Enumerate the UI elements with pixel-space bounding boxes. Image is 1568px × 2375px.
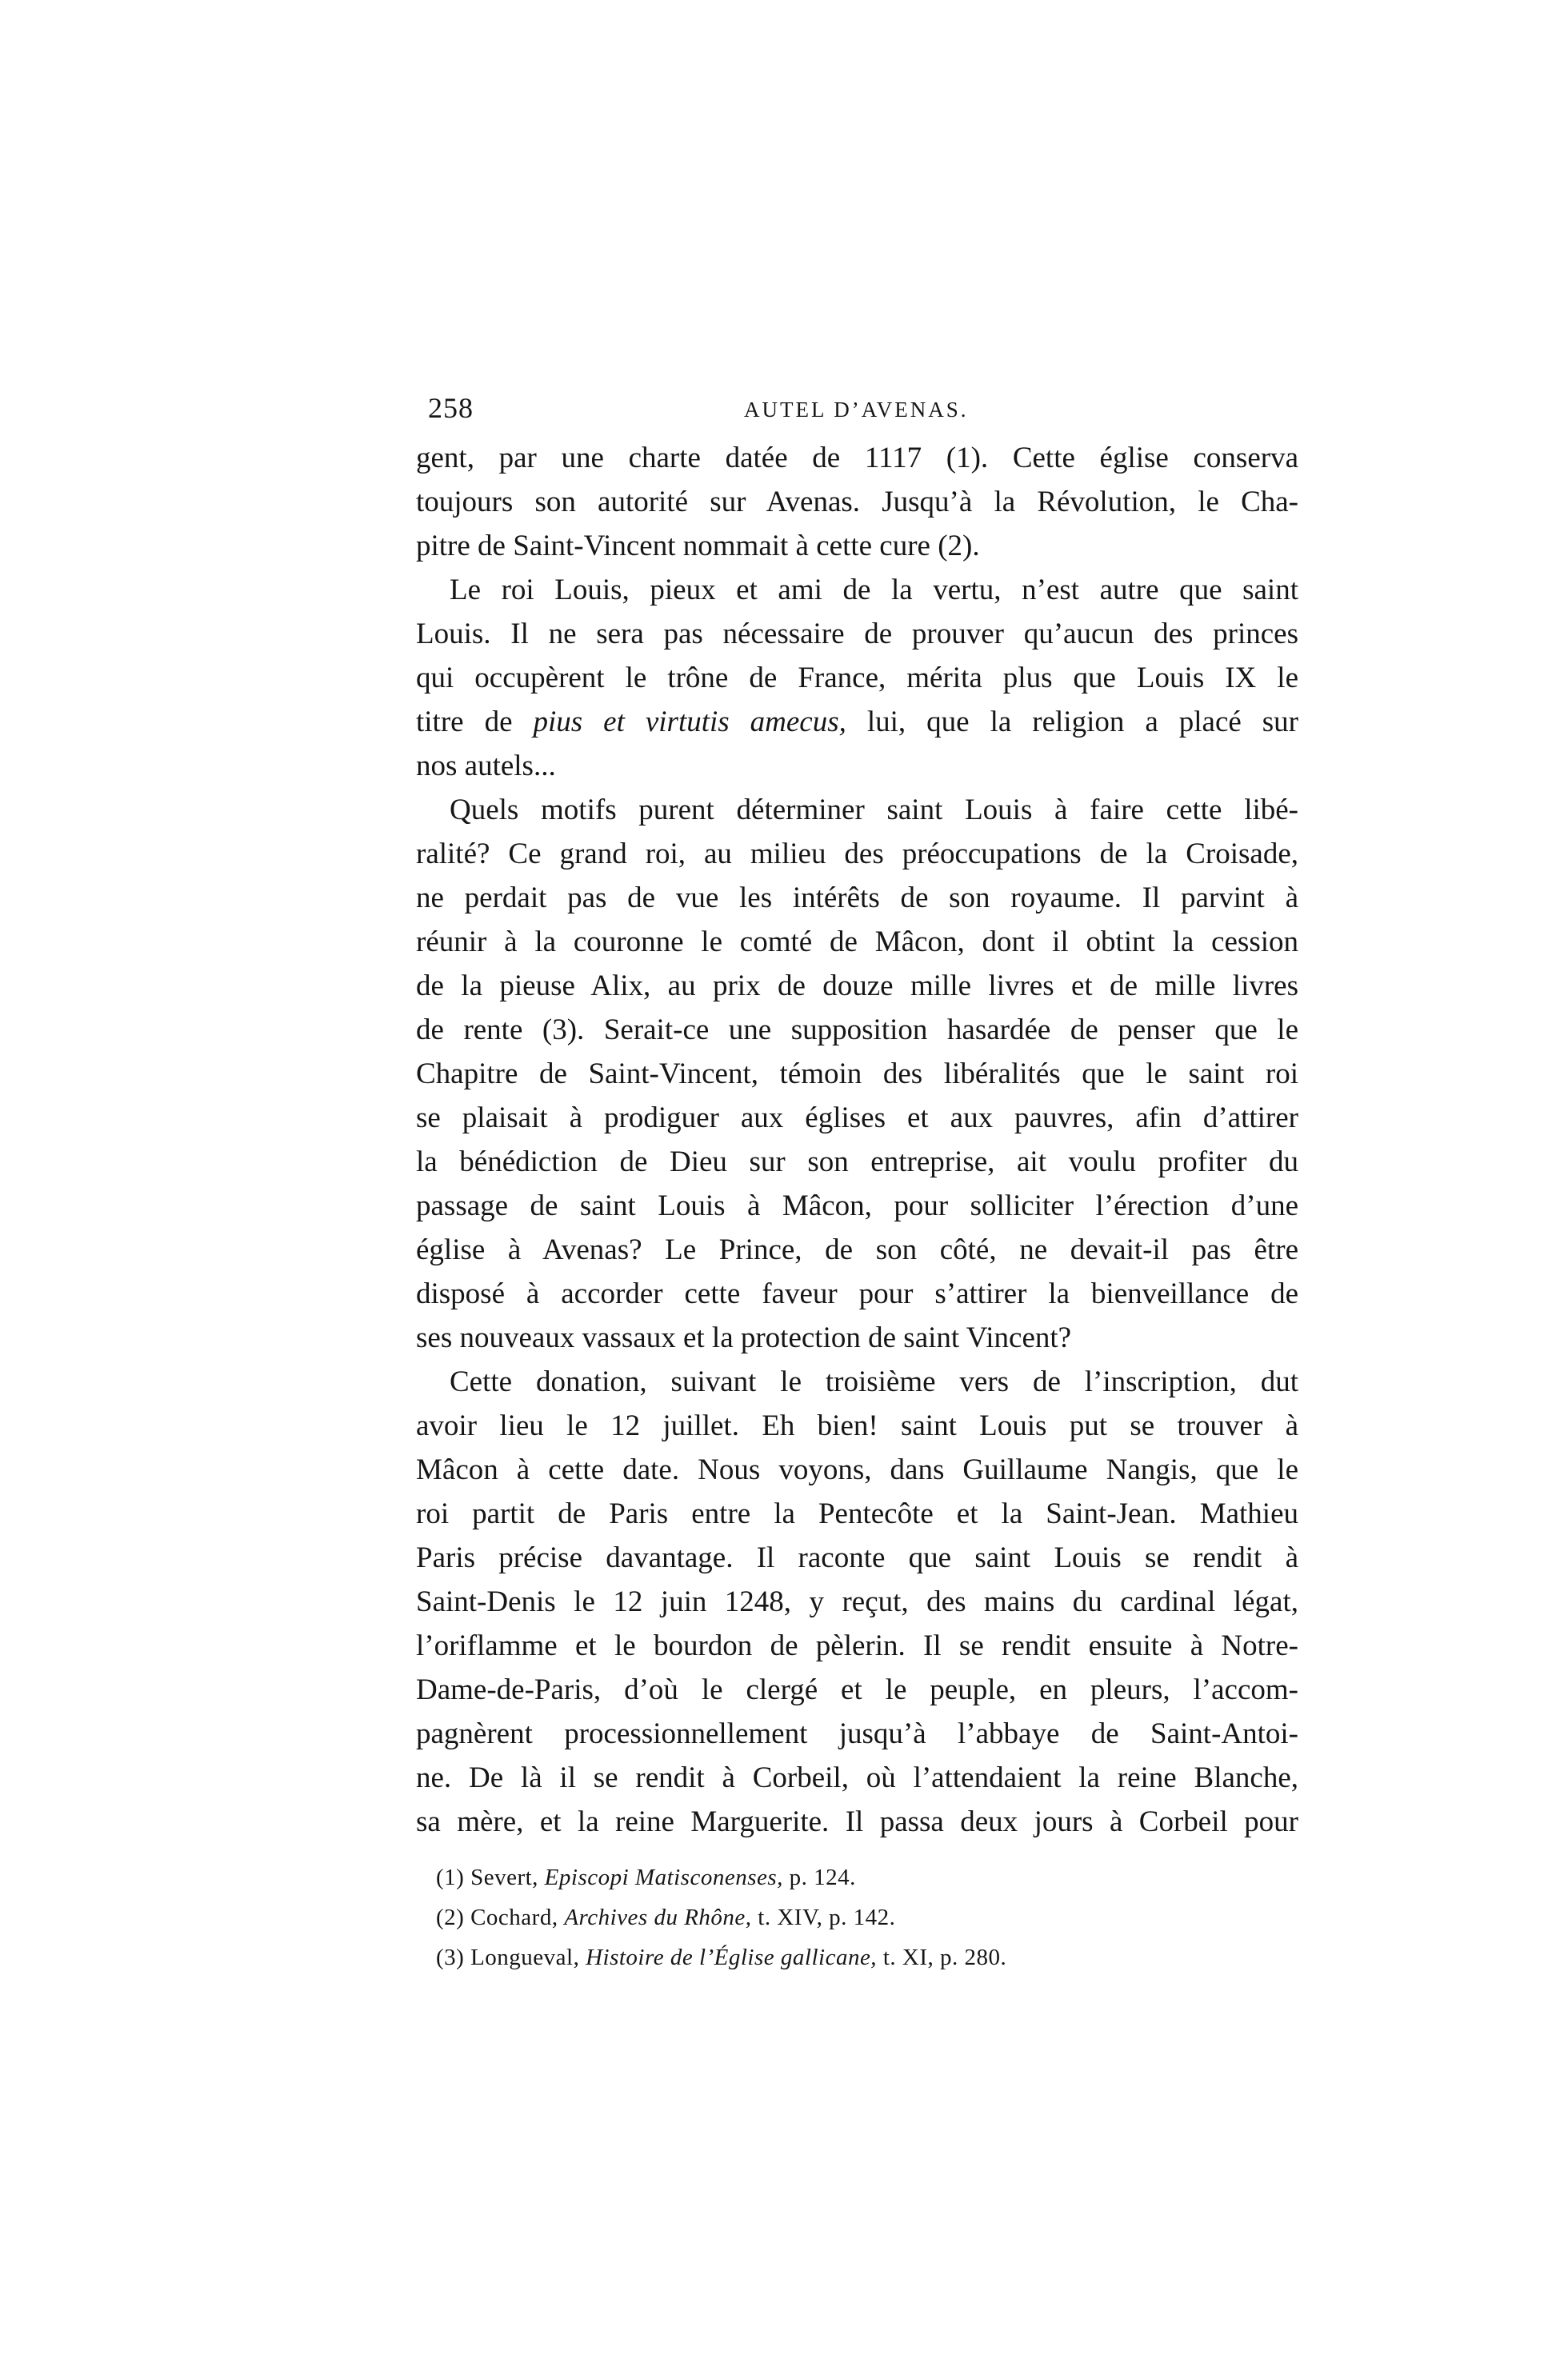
text-line: ralité? Ce grand roi, au milieu des préoccupations de la Croisade, <box>416 838 1298 870</box>
footnote-number: (2) <box>436 1905 465 1930</box>
page-number: 258 <box>428 392 474 424</box>
text-line: ses nouveaux vassaux et la protection de saint Vincent? <box>416 1321 1072 1354</box>
text-line: l’oriflamme et le bourdon de pèlerin. Il se rendit ensuite à Notre- <box>416 1629 1298 1662</box>
footnote-author: Cochard, <box>470 1905 558 1930</box>
text-line: passage de saint Louis à Mâcon, pour solliciter l’érection d’une <box>416 1189 1298 1222</box>
text-line: avoir lieu le 12 juillet. Eh bien! saint Louis put se trouver à <box>416 1409 1298 1442</box>
footnote-reference: p. 124. <box>789 1865 856 1890</box>
text-line: se plaisait à prodiguer aux églises et aux pauvres, afin d’attirer <box>416 1102 1298 1134</box>
text-line: Dame-de-Paris, d’où le clergé et le peuple, en pleurs, l’accom- <box>416 1673 1298 1706</box>
text-line: Louis. Il ne sera pas nécessaire de prouver qu’aucun des princes <box>416 618 1298 650</box>
footnote-title: Archives du Rhône, <box>564 1905 752 1930</box>
footnote-author: Severt, <box>470 1865 538 1890</box>
text-line: pagnèrent processionnellement jusqu’à l’abbaye de Saint-Antoi- <box>416 1717 1298 1750</box>
footnote-number: (3) <box>436 1945 465 1970</box>
footnotes <box>436 1857 1300 1977</box>
text-line: gent, par une charte datée de 1117 (1). Cette église conserva <box>416 442 1298 474</box>
text-line: sa mère, et la reine Marguerite. Il passa deux jours à Corbeil pour <box>416 1805 1298 1838</box>
text-line: pitre de Saint-Vincent nommait à cette cure (2). <box>416 530 980 562</box>
text-line: Saint-Denis le 12 juin 1248, y reçut, des mains du cardinal légat, <box>416 1585 1298 1618</box>
text-line: disposé à accorder cette faveur pour s’attirer la bienveillance de <box>416 1277 1298 1310</box>
footnote <box>436 1857 1300 1897</box>
text-line: nos autels... <box>416 750 556 782</box>
running-title: AUTEL D’AVENAS. <box>744 398 969 422</box>
text-line: Le roi Louis, pieux et ami de la vertu, n’est autre que saint <box>450 574 1298 606</box>
text-line: la bénédiction de Dieu sur son entreprise, ait voulu profiter du <box>416 1146 1298 1178</box>
footnote-title: Episcopi Matisconenses, <box>544 1865 783 1890</box>
body-text <box>416 436 1298 1844</box>
footnote-reference: t. XI, p. 280. <box>882 1945 1007 1970</box>
text-line: toujours son autorité sur Avenas. Jusqu’à la Révolution, le Cha- <box>416 486 1298 518</box>
page-header <box>428 390 1300 429</box>
footnote-reference: t. XIV, p. 142. <box>758 1905 896 1930</box>
text-line <box>416 700 1298 744</box>
footnote <box>436 1897 1300 1937</box>
text-line: roi partit de Paris entre la Pentecôte et la Saint-Jean. Mathieu <box>416 1497 1298 1530</box>
text-line: de la pieuse Alix, au prix de douze mille livres et de mille livres <box>416 970 1298 1002</box>
footnote-number: (1) <box>436 1865 465 1890</box>
footnote <box>436 1937 1300 1977</box>
text-segment: titre de <box>416 706 534 738</box>
text-line: Chapitre de Saint-Vincent, témoin des libéralités que le saint roi <box>416 1058 1298 1090</box>
footnote-title: Histoire de l’Église gallicane, <box>586 1945 878 1970</box>
text-line: qui occupèrent le trône de France, mérita plus que Louis IX le <box>416 662 1298 694</box>
text-line: réunir à la couronne le comté de Mâcon, dont il obtint la cession <box>416 926 1298 958</box>
text-line: de rente (3). Serait-ce une supposition hasardée de penser que le <box>416 1014 1298 1046</box>
text-line: église à Avenas? Le Prince, de son côté, ne devait-il pas être <box>416 1233 1298 1266</box>
text-line: Paris précise davantage. Il raconte que saint Louis se rendit à <box>416 1541 1298 1574</box>
text-line: Mâcon à cette date. Nous voyons, dans Guillaume Nangis, que le <box>416 1453 1298 1486</box>
text-line: Cette donation, suivant le troisième vers de l’inscription, dut <box>450 1365 1298 1398</box>
footnote-author: Longueval, <box>470 1945 580 1970</box>
text-segment: lui, que la religion a placé sur <box>846 706 1298 738</box>
text-line: Quels motifs purent déterminer saint Louis à faire cette libé- <box>450 794 1298 826</box>
italic-phrase: pius et virtutis amecus, <box>533 706 846 738</box>
text-line: ne. De là il se rendit à Corbeil, où l’attendaient la reine Blanche, <box>416 1761 1298 1794</box>
text-line: ne perdait pas de vue les intérêts de son royaume. Il parvint à <box>416 882 1298 914</box>
